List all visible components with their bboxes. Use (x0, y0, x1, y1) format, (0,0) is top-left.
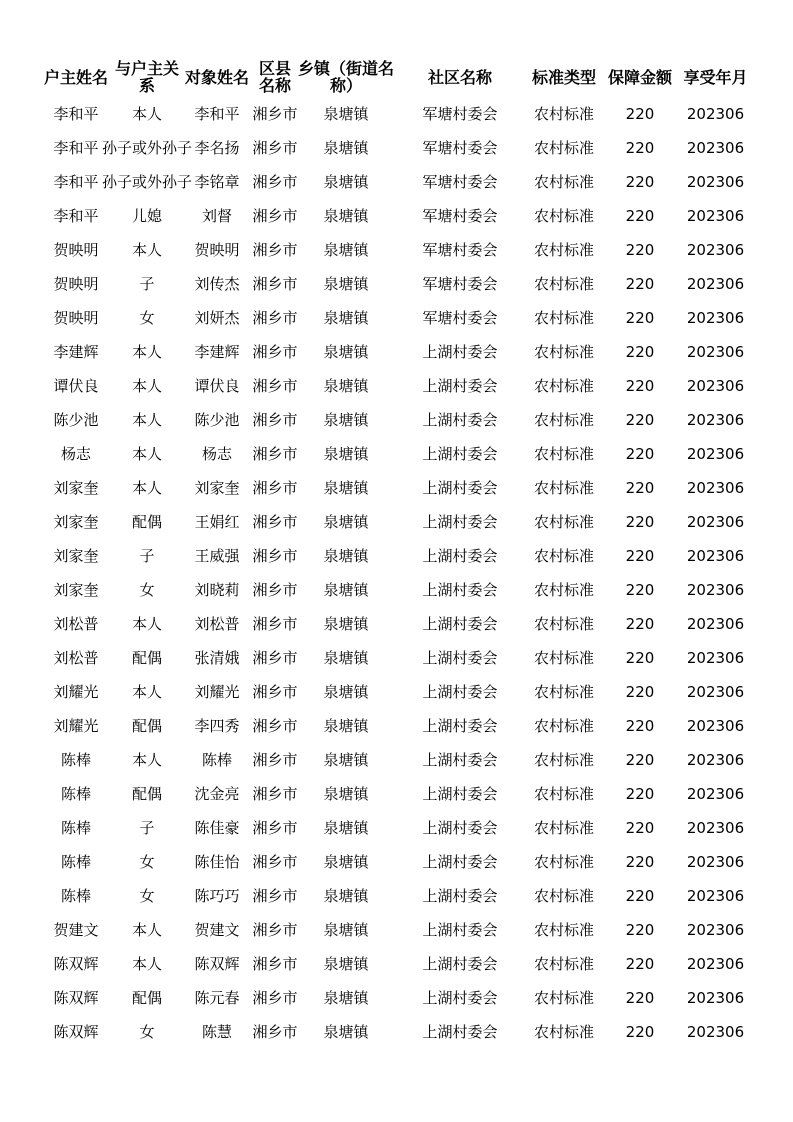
table-row (40, 97, 753, 131)
table-row (40, 947, 753, 981)
cell-amount: 220 (625, 444, 655, 463)
cell-relation: 女 (139, 1022, 155, 1041)
cell-recipient: 刘传杰 (194, 274, 240, 293)
cell-community: 上湖村委会 (422, 444, 498, 463)
cell-relation: 儿媳 (131, 206, 162, 225)
cell-community: 上湖村委会 (422, 988, 498, 1007)
cell-month: 202306 (686, 818, 745, 837)
cell-town: 泉塘镇 (323, 342, 369, 361)
cell-recipient: 陈双辉 (194, 954, 240, 973)
cell-relation: 本人 (131, 104, 162, 123)
cell-month: 202306 (686, 342, 745, 361)
cell-town: 泉塘镇 (323, 682, 369, 701)
header-month: 享受年月 (683, 67, 748, 87)
table-header-row (40, 57, 753, 97)
cell-standard-type: 农村标准 (533, 920, 594, 939)
cell-amount: 220 (625, 512, 655, 531)
cell-standard-type: 农村标准 (533, 444, 594, 463)
table-row (40, 199, 753, 233)
cell-household-head: 陈棒 (60, 852, 91, 871)
cell-household-head: 刘家奎 (53, 580, 99, 599)
table-body (40, 97, 753, 1049)
cell-county: 湘乡市 (252, 512, 298, 531)
table-row (40, 335, 753, 369)
cell-household-head: 贺建文 (53, 920, 99, 939)
cell-month: 202306 (686, 682, 745, 701)
cell-town: 泉塘镇 (323, 172, 369, 191)
cell-recipient: 刘耀光 (194, 682, 240, 701)
cell-amount: 220 (625, 682, 655, 701)
cell-relation: 子 (139, 546, 155, 565)
table-row (40, 879, 753, 913)
cell-town: 泉塘镇 (323, 852, 369, 871)
cell-amount: 220 (625, 410, 655, 429)
cell-community: 上湖村委会 (422, 376, 498, 395)
cell-recipient: 贺映明 (194, 240, 240, 259)
table-row (40, 301, 753, 335)
cell-standard-type: 农村标准 (533, 954, 594, 973)
cell-household-head: 陈少池 (53, 410, 99, 429)
cell-month: 202306 (686, 410, 745, 429)
cell-county: 湘乡市 (252, 274, 298, 293)
cell-community: 上湖村委会 (422, 580, 498, 599)
cell-amount: 220 (625, 580, 655, 599)
cell-relation: 配偶 (131, 988, 162, 1007)
cell-county: 湘乡市 (252, 444, 298, 463)
cell-recipient: 沈金亮 (194, 784, 240, 803)
cell-standard-type: 农村标准 (533, 546, 594, 565)
cell-county: 湘乡市 (252, 818, 298, 837)
cell-month: 202306 (686, 852, 745, 871)
cell-community: 上湖村委会 (422, 478, 498, 497)
cell-county: 湘乡市 (252, 988, 298, 1007)
cell-household-head: 李和平 (53, 104, 99, 123)
table-row (40, 777, 753, 811)
cell-recipient: 陈少池 (194, 410, 240, 429)
cell-household-head: 李建辉 (53, 342, 99, 361)
data-table (40, 57, 753, 1049)
cell-amount: 220 (625, 886, 655, 905)
cell-town: 泉塘镇 (323, 546, 369, 565)
cell-community: 军塘村委会 (422, 172, 498, 191)
cell-household-head: 刘家奎 (53, 546, 99, 565)
cell-standard-type: 农村标准 (533, 886, 594, 905)
cell-county: 湘乡市 (252, 852, 298, 871)
cell-relation: 本人 (131, 478, 162, 497)
cell-relation: 配偶 (131, 784, 162, 803)
table-row (40, 165, 753, 199)
cell-recipient: 贺建文 (194, 920, 240, 939)
cell-town: 泉塘镇 (323, 716, 369, 735)
cell-amount: 220 (625, 274, 655, 293)
table-row (40, 1015, 753, 1049)
cell-standard-type: 农村标准 (533, 750, 594, 769)
cell-recipient: 李建辉 (194, 342, 240, 361)
cell-amount: 220 (625, 784, 655, 803)
cell-town: 泉塘镇 (323, 614, 369, 633)
cell-town: 泉塘镇 (323, 818, 369, 837)
cell-town: 泉塘镇 (323, 444, 369, 463)
cell-community: 上湖村委会 (422, 546, 498, 565)
cell-month: 202306 (686, 954, 745, 973)
cell-county: 湘乡市 (252, 1022, 298, 1041)
cell-amount: 220 (625, 852, 655, 871)
cell-county: 湘乡市 (252, 580, 298, 599)
table-row (40, 743, 753, 777)
cell-recipient: 谭伏良 (194, 376, 240, 395)
cell-relation: 孙子或外孙子 (102, 138, 193, 157)
cell-standard-type: 农村标准 (533, 988, 594, 1007)
cell-household-head: 贺映明 (53, 240, 99, 259)
cell-standard-type: 农村标准 (533, 614, 594, 633)
cell-household-head: 谭伏良 (53, 376, 99, 395)
cell-amount: 220 (625, 648, 655, 667)
cell-county: 湘乡市 (252, 716, 298, 735)
table-row (40, 505, 753, 539)
cell-month: 202306 (686, 1022, 745, 1041)
cell-recipient: 陈佳豪 (194, 818, 240, 837)
cell-household-head: 刘松普 (53, 614, 99, 633)
cell-amount: 220 (625, 240, 655, 259)
cell-month: 202306 (686, 206, 745, 225)
cell-community: 上湖村委会 (422, 682, 498, 701)
table-row (40, 709, 753, 743)
header-relation: 与户主关系 (114, 59, 179, 95)
cell-standard-type: 农村标准 (533, 172, 594, 191)
cell-amount: 220 (625, 614, 655, 633)
cell-county: 湘乡市 (252, 308, 298, 327)
cell-town: 泉塘镇 (323, 240, 369, 259)
cell-town: 泉塘镇 (323, 886, 369, 905)
cell-relation: 本人 (131, 920, 162, 939)
table-row (40, 403, 753, 437)
cell-county: 湘乡市 (252, 478, 298, 497)
cell-amount: 220 (625, 308, 655, 327)
cell-month: 202306 (686, 750, 745, 769)
cell-recipient: 陈慧 (201, 1022, 232, 1041)
cell-community: 上湖村委会 (422, 784, 498, 803)
cell-standard-type: 农村标准 (533, 478, 594, 497)
cell-relation: 本人 (131, 342, 162, 361)
cell-county: 湘乡市 (252, 240, 298, 259)
cell-household-head: 陈棒 (60, 818, 91, 837)
table-row (40, 641, 753, 675)
cell-county: 湘乡市 (252, 104, 298, 123)
cell-county: 湘乡市 (252, 410, 298, 429)
cell-amount: 220 (625, 206, 655, 225)
cell-recipient: 刘家奎 (194, 478, 240, 497)
cell-amount: 220 (625, 172, 655, 191)
cell-town: 泉塘镇 (323, 750, 369, 769)
table-row (40, 607, 753, 641)
cell-month: 202306 (686, 138, 745, 157)
cell-month: 202306 (686, 988, 745, 1007)
cell-recipient: 刘晓莉 (194, 580, 240, 599)
table-row (40, 471, 753, 505)
cell-month: 202306 (686, 512, 745, 531)
cell-standard-type: 农村标准 (533, 104, 594, 123)
cell-recipient: 王娟红 (194, 512, 240, 531)
cell-town: 泉塘镇 (323, 784, 369, 803)
cell-recipient: 李铭章 (194, 172, 240, 191)
cell-standard-type: 农村标准 (533, 852, 594, 871)
cell-month: 202306 (686, 886, 745, 905)
cell-household-head: 陈棒 (60, 750, 91, 769)
cell-amount: 220 (625, 138, 655, 157)
cell-community: 上湖村委会 (422, 342, 498, 361)
cell-relation: 本人 (131, 750, 162, 769)
cell-standard-type: 农村标准 (533, 1022, 594, 1041)
cell-month: 202306 (686, 648, 745, 667)
cell-amount: 220 (625, 716, 655, 735)
cell-community: 军塘村委会 (422, 308, 498, 327)
cell-county: 湘乡市 (252, 750, 298, 769)
cell-town: 泉塘镇 (323, 138, 369, 157)
cell-amount: 220 (625, 376, 655, 395)
cell-month: 202306 (686, 104, 745, 123)
cell-town: 泉塘镇 (323, 274, 369, 293)
cell-household-head: 刘家奎 (53, 478, 99, 497)
cell-household-head: 陈棒 (60, 886, 91, 905)
cell-recipient: 张清娥 (194, 648, 240, 667)
table-row (40, 131, 753, 165)
cell-recipient: 陈元春 (194, 988, 240, 1007)
cell-standard-type: 农村标准 (533, 274, 594, 293)
header-recipient: 对象姓名 (184, 67, 249, 87)
cell-recipient: 刘松普 (194, 614, 240, 633)
cell-month: 202306 (686, 308, 745, 327)
cell-community: 上湖村委会 (422, 410, 498, 429)
cell-community: 上湖村委会 (422, 954, 498, 973)
table-row (40, 233, 753, 267)
cell-county: 湘乡市 (252, 648, 298, 667)
cell-relation: 孙子或外孙子 (102, 172, 193, 191)
cell-town: 泉塘镇 (323, 1022, 369, 1041)
cell-town: 泉塘镇 (323, 648, 369, 667)
header-standard-type: 标准类型 (531, 67, 596, 87)
cell-county: 湘乡市 (252, 614, 298, 633)
cell-county: 湘乡市 (252, 886, 298, 905)
cell-relation: 女 (139, 308, 155, 327)
cell-county: 湘乡市 (252, 682, 298, 701)
cell-household-head: 刘家奎 (53, 512, 99, 531)
cell-county: 湘乡市 (252, 546, 298, 565)
cell-amount: 220 (625, 478, 655, 497)
cell-county: 湘乡市 (252, 342, 298, 361)
header-household-head: 户主姓名 (43, 67, 108, 87)
cell-community: 军塘村委会 (422, 104, 498, 123)
cell-household-head: 刘耀光 (53, 682, 99, 701)
cell-town: 泉塘镇 (323, 988, 369, 1007)
cell-household-head: 刘松普 (53, 648, 99, 667)
cell-relation: 子 (139, 274, 155, 293)
cell-recipient: 陈佳怡 (194, 852, 240, 871)
cell-month: 202306 (686, 376, 745, 395)
cell-standard-type: 农村标准 (533, 682, 594, 701)
cell-town: 泉塘镇 (323, 954, 369, 973)
table-row (40, 437, 753, 471)
cell-recipient: 陈棒 (201, 750, 232, 769)
cell-month: 202306 (686, 580, 745, 599)
cell-household-head: 陈双辉 (53, 954, 99, 973)
cell-month: 202306 (686, 614, 745, 633)
cell-town: 泉塘镇 (323, 206, 369, 225)
cell-relation: 女 (139, 580, 155, 599)
table-row (40, 981, 753, 1015)
cell-community: 军塘村委会 (422, 206, 498, 225)
cell-household-head: 刘耀光 (53, 716, 99, 735)
table-row (40, 267, 753, 301)
cell-household-head: 贺映明 (53, 274, 99, 293)
cell-town: 泉塘镇 (323, 376, 369, 395)
cell-community: 上湖村委会 (422, 716, 498, 735)
cell-relation: 本人 (131, 614, 162, 633)
cell-recipient: 刘督 (201, 206, 232, 225)
cell-amount: 220 (625, 750, 655, 769)
cell-community: 上湖村委会 (422, 648, 498, 667)
cell-amount: 220 (625, 342, 655, 361)
cell-town: 泉塘镇 (323, 478, 369, 497)
cell-month: 202306 (686, 920, 745, 939)
cell-amount: 220 (625, 920, 655, 939)
cell-relation: 本人 (131, 376, 162, 395)
cell-recipient: 李四秀 (194, 716, 240, 735)
cell-community: 上湖村委会 (422, 750, 498, 769)
cell-month: 202306 (686, 478, 745, 497)
cell-month: 202306 (686, 444, 745, 463)
cell-county: 湘乡市 (252, 138, 298, 157)
cell-household-head: 陈双辉 (53, 1022, 99, 1041)
cell-standard-type: 农村标准 (533, 410, 594, 429)
cell-recipient: 陈巧巧 (194, 886, 240, 905)
cell-month: 202306 (686, 172, 745, 191)
table-row (40, 811, 753, 845)
cell-relation: 本人 (131, 444, 162, 463)
cell-relation: 本人 (131, 954, 162, 973)
cell-town: 泉塘镇 (323, 920, 369, 939)
cell-household-head: 贺映明 (53, 308, 99, 327)
cell-town: 泉塘镇 (323, 104, 369, 123)
cell-standard-type: 农村标准 (533, 512, 594, 531)
cell-standard-type: 农村标准 (533, 376, 594, 395)
cell-community: 上湖村委会 (422, 512, 498, 531)
cell-standard-type: 农村标准 (533, 580, 594, 599)
cell-relation: 女 (139, 852, 155, 871)
cell-standard-type: 农村标准 (533, 308, 594, 327)
cell-month: 202306 (686, 784, 745, 803)
table-row (40, 845, 753, 879)
cell-household-head: 李和平 (53, 206, 99, 225)
cell-community: 上湖村委会 (422, 886, 498, 905)
cell-amount: 220 (625, 1022, 655, 1041)
table-row (40, 573, 753, 607)
cell-relation: 配偶 (131, 716, 162, 735)
cell-household-head: 杨志 (60, 444, 91, 463)
cell-town: 泉塘镇 (323, 410, 369, 429)
cell-relation: 本人 (131, 682, 162, 701)
cell-household-head: 李和平 (53, 138, 99, 157)
cell-recipient: 杨志 (201, 444, 232, 463)
cell-amount: 220 (625, 818, 655, 837)
cell-amount: 220 (625, 988, 655, 1007)
table-row (40, 675, 753, 709)
cell-recipient: 李名扬 (194, 138, 240, 157)
cell-community: 上湖村委会 (422, 852, 498, 871)
cell-recipient: 刘妍杰 (194, 308, 240, 327)
cell-amount: 220 (625, 546, 655, 565)
cell-standard-type: 农村标准 (533, 342, 594, 361)
cell-standard-type: 农村标准 (533, 648, 594, 667)
header-amount: 保障金额 (607, 67, 672, 87)
cell-community: 军塘村委会 (422, 274, 498, 293)
table-row (40, 913, 753, 947)
cell-town: 泉塘镇 (323, 580, 369, 599)
cell-recipient: 王威强 (194, 546, 240, 565)
cell-amount: 220 (625, 954, 655, 973)
cell-county: 湘乡市 (252, 206, 298, 225)
cell-relation: 子 (139, 818, 155, 837)
cell-household-head: 李和平 (53, 172, 99, 191)
cell-relation: 配偶 (131, 512, 162, 531)
cell-relation: 配偶 (131, 648, 162, 667)
cell-amount: 220 (625, 104, 655, 123)
cell-household-head: 陈双辉 (53, 988, 99, 1007)
cell-county: 湘乡市 (252, 376, 298, 395)
cell-month: 202306 (686, 716, 745, 735)
cell-relation: 女 (139, 886, 155, 905)
header-town: 乡镇（街道名称） (298, 59, 395, 95)
cell-household-head: 陈棒 (60, 784, 91, 803)
cell-standard-type: 农村标准 (533, 784, 594, 803)
cell-community: 上湖村委会 (422, 920, 498, 939)
table-row (40, 539, 753, 573)
cell-standard-type: 农村标准 (533, 240, 594, 259)
cell-town: 泉塘镇 (323, 512, 369, 531)
cell-county: 湘乡市 (252, 954, 298, 973)
cell-relation: 本人 (131, 410, 162, 429)
cell-county: 湘乡市 (252, 784, 298, 803)
cell-community: 上湖村委会 (422, 818, 498, 837)
cell-community: 军塘村委会 (422, 138, 498, 157)
cell-standard-type: 农村标准 (533, 206, 594, 225)
cell-relation: 本人 (131, 240, 162, 259)
cell-recipient: 李和平 (194, 104, 240, 123)
cell-county: 湘乡市 (252, 172, 298, 191)
cell-county: 湘乡市 (252, 920, 298, 939)
cell-town: 泉塘镇 (323, 308, 369, 327)
cell-standard-type: 农村标准 (533, 716, 594, 735)
cell-community: 上湖村委会 (422, 1022, 498, 1041)
cell-standard-type: 农村标准 (533, 138, 594, 157)
cell-month: 202306 (686, 274, 745, 293)
cell-month: 202306 (686, 546, 745, 565)
cell-community: 军塘村委会 (422, 240, 498, 259)
cell-month: 202306 (686, 240, 745, 259)
cell-standard-type: 农村标准 (533, 818, 594, 837)
header-community: 社区名称 (427, 67, 492, 87)
header-county: 区县名称 (258, 59, 291, 95)
cell-community: 上湖村委会 (422, 614, 498, 633)
table-row (40, 369, 753, 403)
